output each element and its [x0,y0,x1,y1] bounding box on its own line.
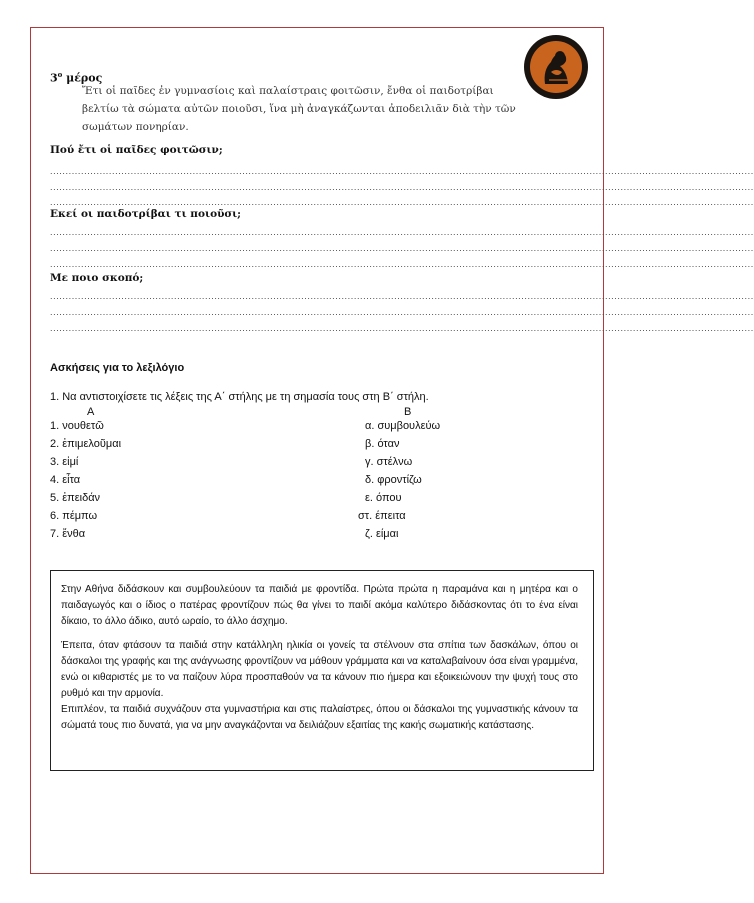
column-b-item: γ. στέλνω [365,456,413,468]
column-a-item: 7. ἔνθα [50,528,86,540]
translation-paragraph: Επιπλέον, τα παιδιά συχνάζουν στα γυμναστήρια και στις παλαίστρες, όπου οι δάσκαλοι της γυμναστικής κάνουν τα σώματά τους πιο δυνατά, για να μην αναγκάζονται να δειλιάζουν εξαιτίας της κακής σωματικής κατάστασης. [61,704,578,731]
greek-vase-image [523,34,589,100]
column-a-item: 1. νουθετῶ [50,420,104,432]
column-a-item: 3. εἰμί [50,456,79,468]
ancient-greek-text: Ἔτι οἱ παῖδες ἐν γυμνασίοις καὶ παλαίστραις φοιτῶσιν, ἔνθα οἱ παιδοτρίβαι βελτίω τὰ σώματα αὐτῶν ποιοῦσι, ἵνα μὴ ἀναγκάζωνται ἀποδειλιᾶν διὰ τὴν τῶν σωμάτων πονηρίαν. [82,85,516,133]
question-2: Εκεί οι παιδοτρίβαι τι ποιοῦσι; [50,208,242,220]
vocabulary-section-title: Ασκήσεις για το λεξιλόγιο [50,362,185,374]
column-b-item: στ. έπειτα [358,510,406,522]
column-b-header: Β [404,406,412,418]
question-1: Πού ἔτι οἱ παῖδες φοιτῶσιν; [50,144,223,156]
question-3: Με ποιο σκοπό; [50,272,144,284]
column-b-item: ζ. είμαι [365,528,399,540]
answer-line[interactable]: ................................................................................................................................................................................................................................... [50,166,754,176]
column-a-item: 2. ἐπιμελοῦμαι [50,438,122,450]
translation-paragraph: Στην Αθήνα διδάσκουν και συμβουλεύουν τα παιδιά με φροντίδα. Πρώτα πρώτα η παραμάνα και η μητέρα και ο παιδαγωγός και ο ίδιος ο πατέρας φροντίζουν πώς θα γίνει το παιδί ακόμα καλύτερο διδάσκοντας ότι το ένα είναι δίκαιο, το άλλο άδικο, αυτό ωραίο, το άλλο άσχημο. [61,584,578,627]
part-title: $3^o$ μέρος [50,70,103,85]
column-a-item: 6. πέμπω [50,510,98,522]
column-a-header: Α [87,406,95,418]
column-b-item: ε. όπου [365,492,402,504]
translation-paragraph: Έπειτα, όταν φτάσουν τα παιδιά στην κατάλληλη ηλικία οι γονείς τα στέλνουν στα σπίτια των δασκάλων, όπου οι δάσκαλοι της γραφής και της ανάγνωσης φροντίζουν να μάθουν γράμματα και να καταλαβαίνουν όσα είναι γραμμένα, ενώ οι κιθαριστές με το να παίζουν λύρα προσπαθούν να τα κάνουν πιο ήμερα και εξοικειώνουν την ψυχή τους στο ρυθμό και την αρμονία. [61,640,578,699]
answer-line[interactable]: ................................................................................................................................................................................................................................... [50,227,754,237]
exercise-instruction: 1. Να αντιστοιχίσετε τις λέξεις της Α΄ στήλης με τη σημασία τους στη Β΄ στήλη. [50,391,429,403]
column-b-item: α. συμβουλεύω [365,420,441,432]
answer-line[interactable]: ................................................................................................................................................................................................................................... [50,197,754,207]
answer-line[interactable]: ................................................................................................................................................................................................................................... [50,259,754,269]
column-b-item: δ. φροντίζω [365,474,422,486]
answer-line[interactable]: ................................................................................................................................................................................................................................... [50,307,754,317]
answer-line[interactable]: ................................................................................................................................................................................................................................... [50,291,754,301]
column-b-item: β. όταν [365,438,400,450]
column-a-item: 5. ἐπειδάν [50,492,101,504]
answer-line[interactable]: ................................................................................................................................................................................................................................... [50,243,754,253]
column-a-item: 4. εἶτα [50,474,81,486]
answer-line[interactable]: ................................................................................................................................................................................................................................... [50,182,754,192]
answer-line[interactable]: ................................................................................................................................................................................................................................... [50,323,754,333]
